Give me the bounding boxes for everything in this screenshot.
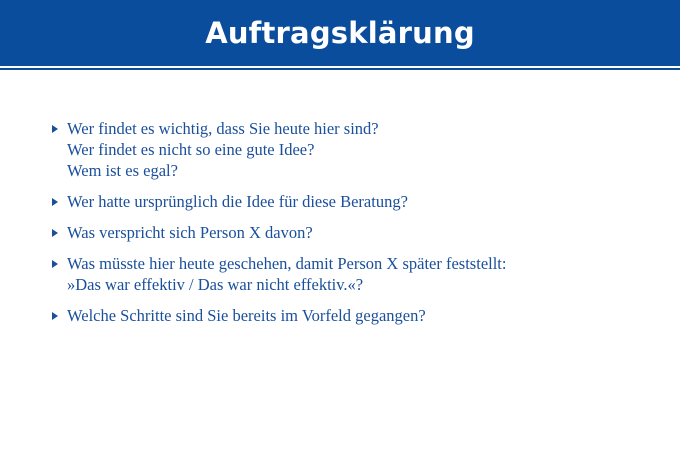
bullet-text: »Das war effektiv / Das war nicht effektiv.«?	[67, 275, 364, 294]
title-bar	[0, 0, 680, 66]
bullet-item	[0, 253, 680, 295]
bullet-text: Was verspricht sich Person X davon?	[67, 223, 313, 242]
triangle-right-icon	[52, 125, 58, 133]
bullet-text: Wer hatte ursprünglich die Idee für diese Beratung?	[67, 192, 408, 211]
bullet-text: Wer findet es nicht so eine gute Idee?	[67, 140, 315, 159]
title-divider	[0, 68, 680, 70]
bullet-item	[0, 118, 680, 181]
bullet-text: Was müsste hier heute geschehen, damit Person X später feststellt:	[67, 254, 507, 273]
triangle-right-icon	[52, 312, 58, 320]
triangle-right-icon	[52, 229, 58, 237]
triangle-right-icon	[52, 260, 58, 268]
triangle-right-icon	[52, 198, 58, 206]
bullet-item	[0, 305, 680, 326]
bullet-item	[0, 222, 680, 243]
bullet-text: Wer findet es wichtig, dass Sie heute hier sind?	[67, 119, 379, 138]
bullet-item	[0, 191, 680, 212]
bullet-text: Welche Schritte sind Sie bereits im Vorfeld gegangen?	[67, 306, 426, 325]
bullet-list	[0, 118, 680, 336]
slide-title: Auftragsklärung	[205, 16, 475, 50]
bullet-text: Wem ist es egal?	[67, 161, 178, 180]
